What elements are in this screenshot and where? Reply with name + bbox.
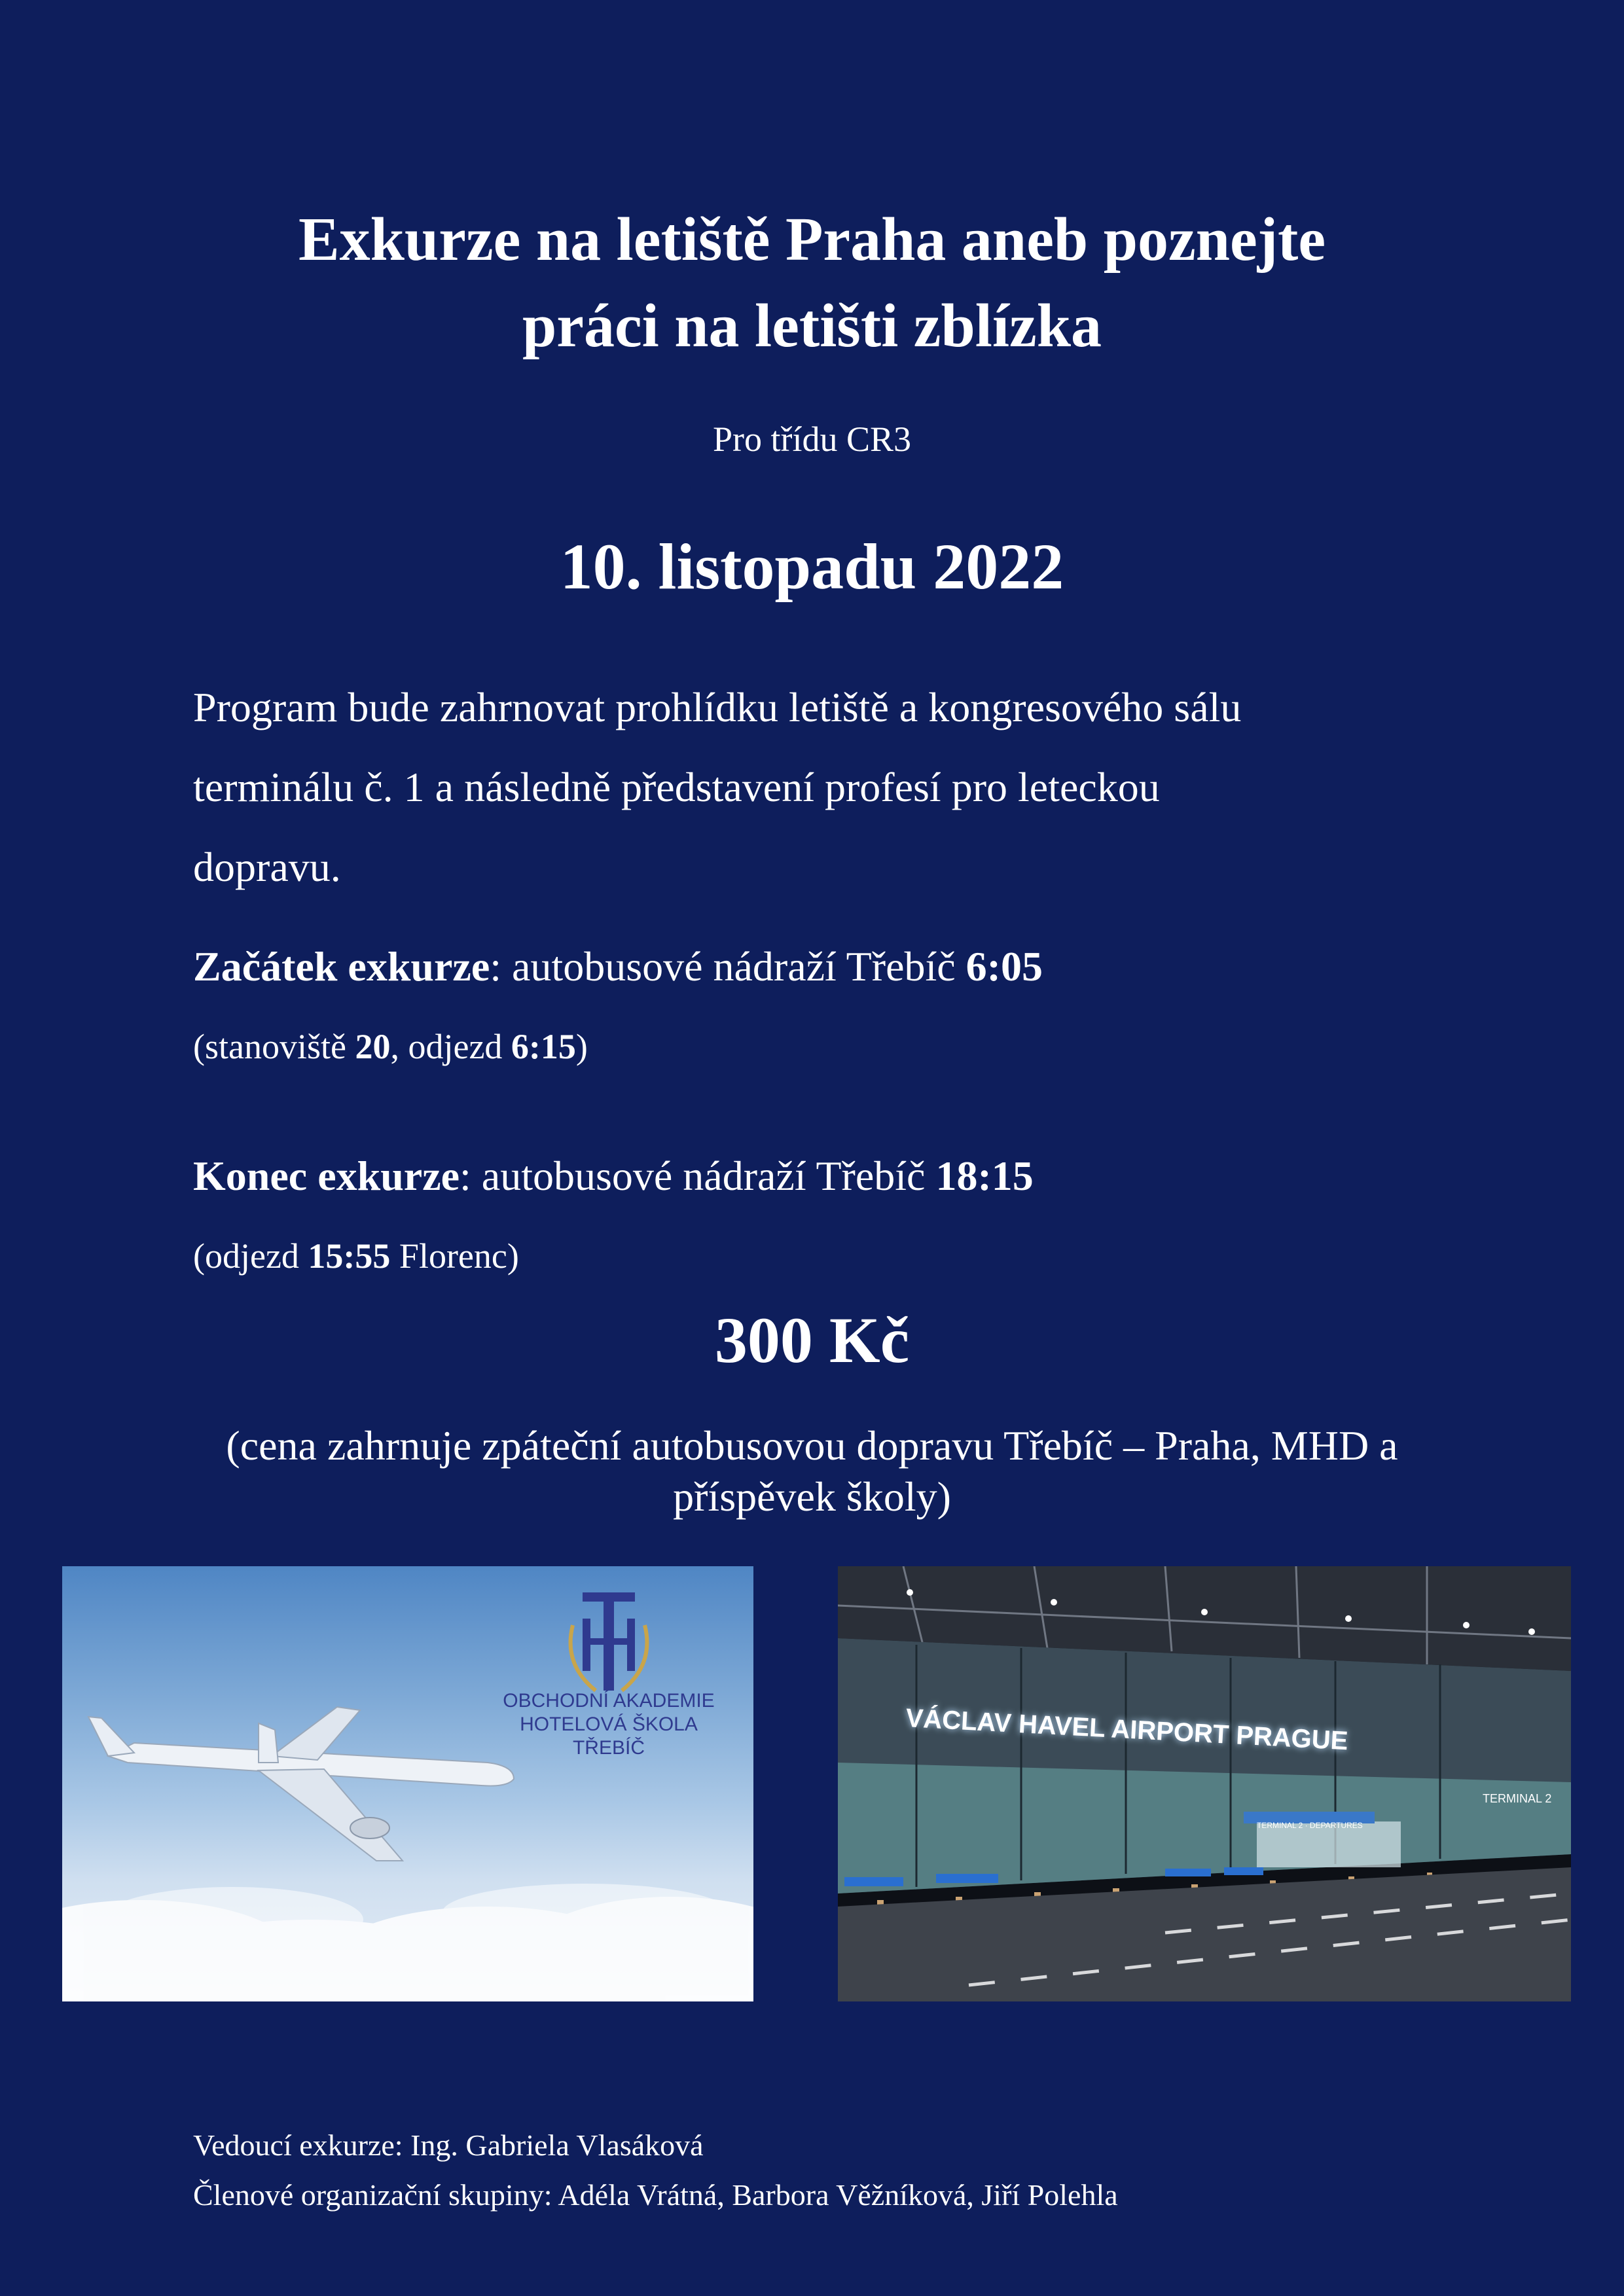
end-time: 18:15	[935, 1153, 1034, 1199]
start-label: Začátek exkurze	[193, 943, 490, 990]
footer	[193, 2121, 1118, 2220]
start-detail	[193, 1026, 588, 1067]
airport-terminal-illustration	[838, 1566, 1571, 2001]
end-detail-prefix: (odjezd	[193, 1236, 308, 1276]
end-departure: 15:55	[308, 1236, 391, 1276]
start-departure: 6:15	[511, 1027, 576, 1066]
event-date: 10. listopadu 2022	[560, 530, 1064, 603]
title-line-1: Exkurze na letiště Praha aneb poznejte	[298, 206, 1326, 274]
end-label: Konec exkurze	[193, 1153, 460, 1199]
price-note-line-2: příspěvek školy)	[673, 1473, 951, 1520]
airplane-icon	[88, 1707, 514, 1861]
start-detail-prefix: (stanoviště	[193, 1027, 355, 1066]
program-line-3: dopravu.	[193, 844, 341, 890]
page-title	[131, 196, 1493, 369]
school-logo-line-2: HOTELOVÁ ŠKOLA	[520, 1713, 698, 1735]
subtitle: Pro třídu CR3	[712, 420, 912, 459]
airport-photo	[838, 1566, 1571, 2001]
footer-members: Členové organizační skupiny: Adéla Vrátná, Barbora Věžníková, Jiří Polehla	[193, 2178, 1118, 2212]
price-note-line-1: (cena zahrnuje zpáteční autobusovou dopravu Třebíč – Praha, MHD a	[226, 1422, 1398, 1469]
airplane-illustration	[62, 1566, 753, 2001]
terminal-sign: TERMINAL 2	[1483, 1792, 1552, 1805]
school-logo-line-3: TŘEBÍČ	[572, 1737, 645, 1759]
title-line-2: práci na letišti zblízka	[522, 292, 1102, 360]
end-detail	[193, 1236, 519, 1276]
end-place: : autobusové nádraží Třebíč	[460, 1153, 936, 1199]
start-line	[193, 942, 1043, 991]
price: 300 Kč	[714, 1304, 910, 1376]
price-note	[164, 1420, 1460, 1522]
airport-sign: VÁCLAV HAVEL AIRPORT PRAGUE	[905, 1704, 1349, 1756]
program-section	[193, 668, 1470, 907]
program-line-2: terminálu č. 1 a následně představení profesí pro leteckou	[193, 764, 1160, 810]
program-line-1: Program bude zahrnovat prohlídku letiště a kongresového sálu	[193, 684, 1242, 730]
start-detail-mid: , odjezd	[390, 1027, 511, 1066]
school-logo-text	[481, 1689, 736, 1760]
start-time: 6:05	[965, 943, 1043, 990]
school-logo-icon	[571, 1592, 647, 1691]
start-detail-suffix: )	[575, 1027, 588, 1066]
school-logo-line-1: OBCHODNÍ AKADEMIE	[503, 1690, 715, 1712]
departures-sign: TERMINAL 2 · DEPARTURES	[1257, 1821, 1363, 1830]
end-detail-suffix: Florenc)	[390, 1236, 519, 1276]
start-stand: 20	[355, 1027, 391, 1066]
start-place: : autobusové nádraží Třebíč	[490, 943, 966, 990]
footer-leader: Vedoucí exkurze: Ing. Gabriela Vlasáková	[193, 2128, 704, 2162]
end-line	[193, 1152, 1034, 1200]
airplane-image	[62, 1566, 753, 2001]
